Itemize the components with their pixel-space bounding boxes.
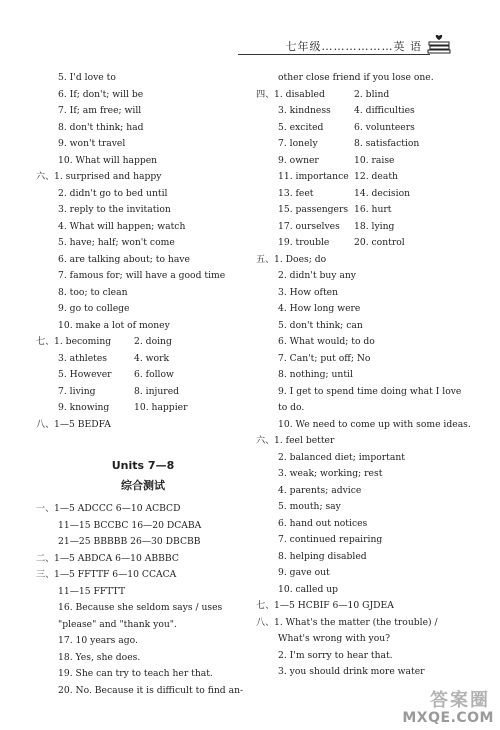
section-number: 二、 [36,552,55,564]
page-header [238,34,474,56]
answer-text: 10. make a lot of money [58,319,170,331]
answer-text: 6. are talking about; to have [58,253,190,265]
answer-item: 11. importance [278,171,349,182]
answer-text: 8. too; to clean [58,286,128,298]
answer-text: 1—5 ABDCA 6—10 ABBBC [54,552,179,564]
answer-text: 2. didn't go to bed until [58,187,168,199]
answer-text: 6. What would; to do [278,336,375,347]
answer-text: 3. weak; working; rest [278,468,383,479]
unit-title: Units 7—8 [111,459,175,472]
book-stack-icon [426,34,452,56]
answer-item: 7. living [58,385,96,397]
answer-text: 9. gave out [278,567,330,578]
answer-item: 1. disabled [274,88,325,100]
answer-text: 3. reply to the invitation [58,204,171,215]
answer-item: 10. happier [134,402,188,413]
answer-text: 1—5 FFTTF 6—10 CCACA [54,569,177,580]
section-number: 一、 [36,503,55,514]
answer-text: What's wrong with you? [278,633,391,644]
answer-text: 1. What's the matter (the trouble) / [274,616,438,628]
answer-text: 5. don't think; can [278,319,363,331]
answer-text: 20. No. Because it is difficult to find an- [58,684,244,696]
answer-item: 5. However [58,369,112,380]
answer-item: 19. trouble [278,237,330,248]
answer-text: 18. Yes, she does. [58,651,141,663]
answer-text: 2. balanced diet; important [278,451,405,463]
answer-text: 4. parents; advice [278,484,362,496]
answer-text: 1. surprised and happy [54,171,162,182]
answer-item: 3. athletes [58,352,107,364]
unit-subtitle: 综合测试 [121,479,165,492]
answer-item: 7. lonely [278,138,318,149]
answer-text: 7. famous for; will have a good time [58,270,226,281]
answer-text: 3. How often [278,286,338,298]
answer-text: 10. called up [278,583,339,595]
answer-text: 5. have; half; won't come [58,237,175,248]
answer-text: 8. nothing; until [278,369,353,380]
answer-item: 8. satisfaction [354,138,420,149]
answer-item: 14. decision [354,187,411,199]
answer-item: 16. hurt [354,204,392,215]
answer-text: 6. hand out notices [278,517,368,529]
answer-item: 8. injured [134,385,180,397]
answer-item: 13. feet [278,187,314,199]
answer-text: to do. [278,402,305,413]
watermark-text: MXQE.COM [402,710,494,726]
answer-text: 1. Does; do [274,253,327,265]
answer-text: 9. won't travel [58,138,126,149]
answer-text: 21—25 BBBBB 26—30 DBCBB [58,536,201,547]
answer-text: 16. Because she seldom says / uses [58,602,223,613]
answer-item: 2. blind [354,88,390,100]
answer-item: 17. ourselves [278,220,340,232]
answer-item: 15. passengers [278,204,349,215]
answer-item: 10. raise [354,154,395,166]
answer-item: 3. kindness [278,105,331,116]
answer-text: 7. continued repairing [278,534,383,545]
answer-text: 17. 10 years ago. [58,635,138,646]
answer-text: 8. helping disabled [278,550,367,562]
section-number: 六、 [256,435,275,446]
header-title: 七年级………………英 语 [285,40,422,53]
section-number: 七、 [256,600,275,611]
watermark [398,686,494,726]
section-number: 六、 [36,171,55,182]
answer-text: 5. mouth; say [278,501,341,512]
answer-item: 12. death [354,171,398,182]
answer-text: 19. She can try to teach her that. [58,668,213,679]
answer-text: 5. I'd love to [58,72,116,83]
answer-text: 7. If; am free; will [58,105,142,116]
section-number: 五、 [256,253,275,265]
answer-text: 6. If; don't; will be [58,88,144,100]
section-number: 八、 [36,418,55,430]
answer-text: 10. We need to come up with some ideas. [278,418,471,430]
answer-item: 6. volunteers [354,121,415,133]
section-number: 七、 [36,336,55,347]
answer-item: 5. excited [278,121,324,133]
answer-text: 8. don't think; had [58,121,144,133]
answer-item: 4. difficulties [354,105,415,116]
watermark-logo: 答案圈 [430,690,490,711]
answer-text: 4. How long were [278,303,361,314]
answer-text: 9. go to college [58,303,130,314]
header-rule [238,54,430,55]
answer-text: 1—5 BEDFA [54,418,111,430]
answer-item: 6. follow [134,369,174,380]
section-number: 八、 [256,616,275,628]
section-number: 四、 [256,88,275,100]
answer-item: 9. owner [278,154,319,166]
answer-text: 1—5 HCBIF 6—10 GJDEA [274,600,394,611]
answer-text: 2. I'm sorry to hear that. [278,649,393,661]
answer-text: 4. What will happen; watch [58,220,186,232]
answer-item: 20. control [354,237,405,248]
answer-item: 18. lying [354,220,395,232]
answer-text: 2. didn't buy any [278,270,356,281]
answer-text: other close friend if you lose one. [278,72,434,83]
answer-item: 4. work [134,352,170,364]
answer-text: 10. What will happen [58,154,158,166]
answer-item: 2. doing [134,336,172,347]
answer-text: 7. Can't; put off; No [278,352,371,364]
answer-item: 9. knowing [58,402,110,413]
answer-text: 9. I get to spend time doing what I love [278,385,462,397]
answer-text: 1—5 ADCCC 6—10 ACBCD [54,503,181,514]
answer-text: 3. you should drink more water [278,666,425,677]
section-number: 三、 [36,569,55,580]
answer-text: 1. feel better [274,435,335,446]
answer-text: 11—15 BCCBC 16—20 DCABA [58,519,202,531]
answer-text: "please" and "thank you". [58,618,177,630]
answer-text: 11—15 FFTTT [58,585,125,597]
answer-item: 1. becoming [54,336,112,347]
